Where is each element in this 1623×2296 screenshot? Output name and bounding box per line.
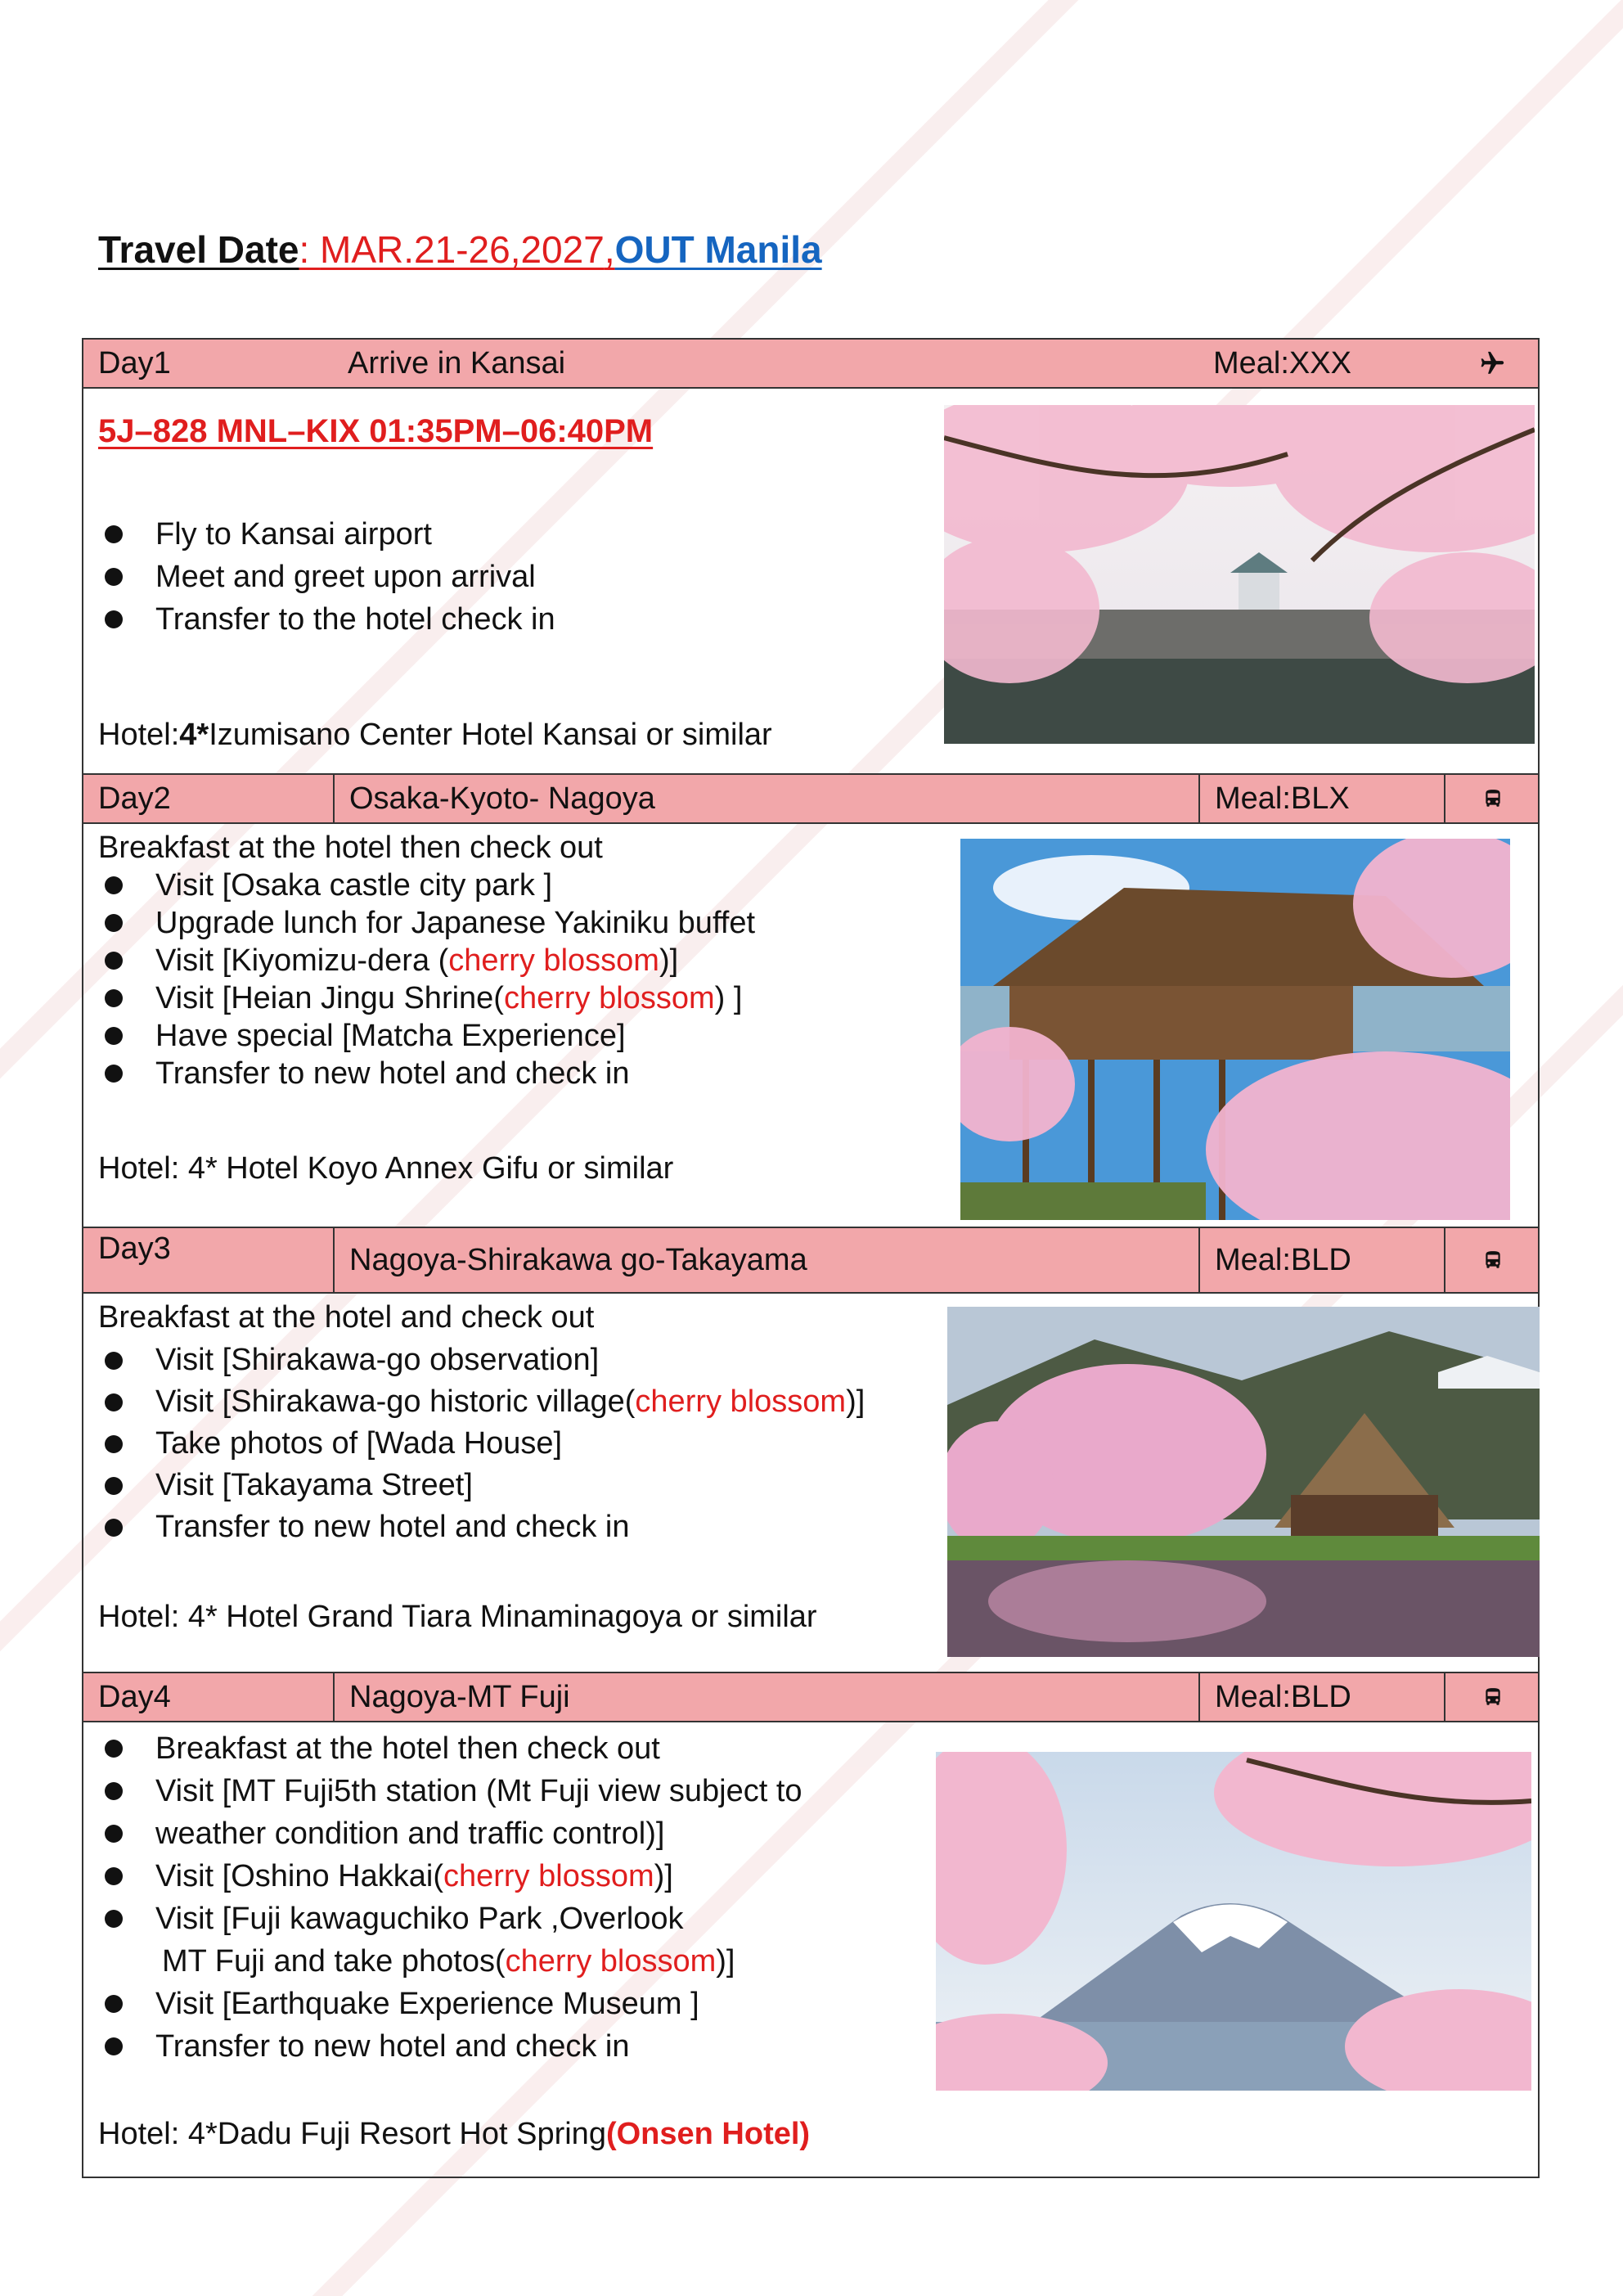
day3-title: Nagoya-Shirakawa go-Takayama bbox=[333, 1228, 1280, 1292]
itinerary-table bbox=[82, 338, 1540, 2178]
day1-label: Day1 bbox=[98, 345, 171, 380]
travel-date-line bbox=[98, 227, 822, 272]
list-item bbox=[98, 1855, 803, 1898]
mt-fuji-photo bbox=[936, 1752, 1531, 2091]
day4-body bbox=[83, 1722, 1538, 2181]
day1-meal: Meal:XXX bbox=[1213, 345, 1351, 380]
list-item-continuation bbox=[98, 1940, 803, 1983]
onsen-hotel-label: (Onsen Hotel) bbox=[605, 2117, 811, 2151]
day3-meal: Meal:BLD bbox=[1198, 1228, 1444, 1292]
day4-hotel bbox=[98, 2117, 810, 2152]
list-item: Transfer to new hotel and check in bbox=[98, 1506, 865, 1548]
kiyomizu-dera-photo bbox=[960, 839, 1510, 1220]
list-item: Visit [Earthquake Experience Museum ] bbox=[98, 1983, 803, 2025]
item-text: )] bbox=[654, 1859, 673, 1893]
list-item: Visit [Takayama Street] bbox=[98, 1465, 865, 1506]
hotel-stars: 4* bbox=[179, 718, 209, 752]
day2-intro: Breakfast at the hotel then check out bbox=[98, 831, 603, 865]
list-item: Fly to Kansai airport bbox=[98, 513, 555, 556]
shirakawa-go-photo bbox=[947, 1307, 1540, 1657]
day2-body bbox=[83, 824, 1538, 1225]
day3-label: Day3 bbox=[98, 1231, 171, 1266]
cherry-blossom-text: cherry blossom bbox=[635, 1384, 847, 1419]
list-item: Transfer to the hotel check in bbox=[98, 598, 555, 641]
day3-hotel: Hotel: 4* Hotel Grand Tiara Minaminagoya or similar bbox=[98, 1600, 817, 1634]
day2-hotel: Hotel: 4* Hotel Koyo Annex Gifu or similar bbox=[98, 1151, 674, 1186]
cherry-blossom-text: cherry blossom bbox=[448, 943, 659, 978]
list-item bbox=[98, 979, 755, 1017]
hotel-name: Izumisano Center Hotel Kansai or similar bbox=[209, 718, 772, 752]
day2-title: Osaka-Kyoto- Nagoya bbox=[333, 775, 1280, 822]
item-text: MT Fuji and take photos( bbox=[162, 1944, 506, 1979]
list-item: Visit [Shirakawa-go observation] bbox=[98, 1339, 865, 1381]
travel-dates: MAR.21-26,2027 bbox=[320, 228, 605, 271]
travel-date-comma: , bbox=[604, 228, 615, 271]
day1-title: Arrive in Kansai bbox=[348, 345, 566, 380]
day4-label: Day4 bbox=[98, 1679, 171, 1714]
day2-header bbox=[83, 773, 1538, 824]
item-text: )] bbox=[659, 943, 679, 978]
bus-icon bbox=[1444, 1228, 1540, 1292]
item-text: Visit [Heian Jingu Shrine( bbox=[155, 981, 504, 1015]
day2-label: Day2 bbox=[98, 781, 171, 816]
list-item bbox=[98, 942, 755, 979]
bus-icon bbox=[1444, 1673, 1540, 1721]
day3-body bbox=[83, 1294, 1538, 1675]
bus-icon bbox=[1444, 775, 1540, 822]
item-text: )] bbox=[846, 1384, 865, 1419]
day3-intro: Breakfast at the hotel and check out bbox=[98, 1300, 595, 1335]
item-text: )] bbox=[716, 1944, 735, 1979]
hotel-name: Hotel: 4*Dadu Fuji Resort Hot Spring bbox=[98, 2117, 606, 2151]
day3-header bbox=[83, 1227, 1538, 1294]
travel-date-colon: : bbox=[299, 228, 321, 271]
item-text: Visit [Oshino Hakkai( bbox=[155, 1859, 443, 1893]
cherry-blossom-text: cherry blossom bbox=[505, 1944, 717, 1979]
list-item: Upgrade lunch for Japanese Yakiniku buffet bbox=[98, 904, 755, 942]
list-item bbox=[98, 1381, 865, 1423]
day4-list bbox=[98, 1727, 803, 2068]
day1-body bbox=[83, 389, 1538, 822]
list-item: Transfer to new hotel and check in bbox=[98, 1055, 755, 1092]
list-item: Visit [MT Fuji5th station (Mt Fuji view subject to bbox=[98, 1770, 803, 1812]
list-item: Have special [Matcha Experience] bbox=[98, 1017, 755, 1055]
day3-list bbox=[98, 1339, 865, 1548]
osaka-castle-photo bbox=[944, 405, 1535, 744]
day4-meal: Meal:BLD bbox=[1198, 1673, 1444, 1721]
airplane-icon bbox=[1444, 340, 1540, 387]
list-item: Visit [Osaka castle city park ] bbox=[98, 867, 755, 904]
cherry-blossom-text: cherry blossom bbox=[503, 981, 715, 1015]
day1-hotel bbox=[98, 718, 772, 753]
day1-flight: 5J–828 MNL–KIX 01:35PM–06:40PM bbox=[98, 413, 654, 449]
cherry-blossom-text: cherry blossom bbox=[443, 1859, 654, 1893]
list-item: Transfer to new hotel and check in bbox=[98, 2025, 803, 2068]
day4-title: Nagoya-MT Fuji bbox=[333, 1673, 1280, 1721]
travel-date-label: Travel Date bbox=[98, 228, 299, 271]
day4-header bbox=[83, 1672, 1538, 1722]
list-item: Meet and greet upon arrival bbox=[98, 556, 555, 598]
list-item: Breakfast at the hotel then check out bbox=[98, 1727, 803, 1770]
day1-header bbox=[83, 338, 1538, 389]
item-text: Visit [Shirakawa-go historic village( bbox=[155, 1384, 636, 1419]
hotel-prefix: Hotel: bbox=[98, 718, 180, 752]
day2-meal: Meal:BLX bbox=[1198, 775, 1444, 822]
list-item: Visit [Fuji kawaguchiko Park ,Overlook bbox=[98, 1898, 803, 1940]
list-item: weather condition and traffic control)] bbox=[98, 1812, 803, 1855]
item-text: ) ] bbox=[714, 981, 743, 1015]
item-text: Visit [Kiyomizu-dera ( bbox=[155, 943, 449, 978]
travel-origin: OUT Manila bbox=[614, 228, 822, 271]
list-item: Take photos of [Wada House] bbox=[98, 1423, 865, 1465]
day2-list bbox=[98, 867, 755, 1092]
day1-list bbox=[98, 513, 555, 641]
